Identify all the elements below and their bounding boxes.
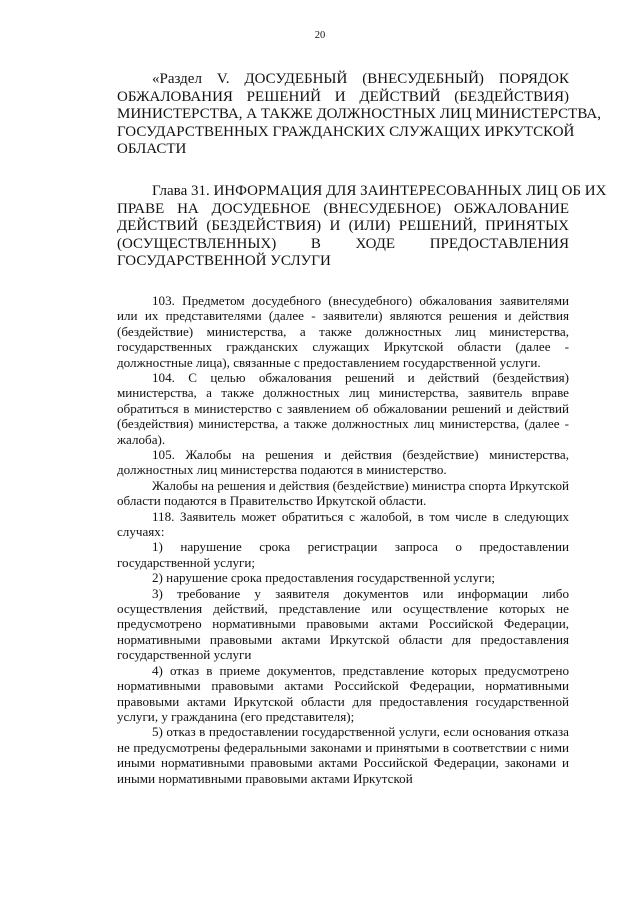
chapter-heading-line: ДЕЙСТВИЙ (БЕЗДЕЙСТВИЯ) И (ИЛИ) РЕШЕНИЙ, ПРИНЯТЫХ xyxy=(117,218,569,235)
paragraph-105: 105. Жалобы на решения и действия (бездействие) министерства, должностных лиц министерства подаются в министерство. xyxy=(117,447,569,478)
chapter-heading-line: ГОСУДАРСТВЕННОЙ УСЛУГИ xyxy=(117,253,331,270)
section-heading-line: ГОСУДАРСТВЕННЫХ ГРАЖДАНСКИХ СЛУЖАЩИХ ИРКУТСКОЙ xyxy=(117,123,575,140)
section-heading-line: ОБЛАСТИ xyxy=(117,141,187,158)
list-item-1: 1) нарушение срока регистрации запроса о предоставлении государственной услуги; xyxy=(117,539,569,570)
page-content xyxy=(117,66,607,786)
section-heading-line: ОБЖАЛОВАНИЯ РЕШЕНИЙ И ДЕЙСТВИЙ (БЕЗДЕЙСТВИЯ) xyxy=(117,88,569,105)
chapter-heading-line: (ОСУЩЕСТВЛЕННЫХ) В ХОДЕ ПРЕДОСТАВЛЕНИЯ xyxy=(117,235,569,252)
list-item-3: 3) требование у заявителя документов или информации либо осуществления действий, представление или осуществление которых не предусмотрено нормативными правовыми актами Российской Федерации, нормативными правовыми актами Иркутской области для предоставления государственной услуги xyxy=(117,585,569,663)
list-item-2: 2) нарушение срока предоставления государственной услуги; xyxy=(152,570,496,586)
section-heading-line: МИНИСТЕРСТВА, А ТАКЖЕ ДОЛЖНОСТНЫХ ЛИЦ МИНИСТЕРСТВА, xyxy=(117,106,601,123)
chapter-heading-line: ПРАВЕ НА ДОСУДЕБНОЕ (ВНЕСУДЕБНОЕ) ОБЖАЛОВАНИЕ xyxy=(117,200,569,217)
paragraph-105-complaints-minister: Жалобы на решения и действия (бездействие) министра спорта Иркутской области подаются в Правительство Иркутской области. xyxy=(117,477,569,509)
chapter-heading-line: Глава 31. ИНФОРМАЦИЯ ДЛЯ ЗАИНТЕРЕСОВАННЫХ ЛИЦ ОБ ИХ xyxy=(152,182,607,199)
list-item-4: 4) отказ в приеме документов, представление которых предусмотрено нормативными правовыми актами Российской Федерации, нормативными правовыми актами Иркутской области для предоставления государственной услуги, у гражданина (его представителя); xyxy=(117,662,569,724)
section-heading-line: «Раздел V. ДОСУДЕБНЫЙ (ВНЕСУДЕБНЫЙ) ПОРЯДОК xyxy=(152,71,569,87)
paragraph-118: 118. Заявитель может обратиться с жалобой, в том числе в следующих случаях: xyxy=(117,508,569,540)
list-item-5: 5) отказ в предоставлении государственной услуги, если основания отказа не предусмотрены федеральными законами и принятыми в соответствии с ними иными нормативными правовыми актами Российской Федерации, законами и иными нормативными правовыми актами Иркутской xyxy=(117,724,569,786)
paragraph-104: 104. С целью обжалования решений и действий (бездействия) министерства, а также должностных лиц министерства, заявитель вправе обратиться в министерство с заявлением об обжаловании решений и действий (бездействия) министерства, а также должностных лиц министерства, (далее - жалоба). xyxy=(117,369,569,447)
chapter-heading xyxy=(117,182,607,271)
section-heading xyxy=(117,71,601,159)
body-text xyxy=(117,293,569,786)
paragraph-103: 103. Предметом досудебного (внесудебного) обжалования заявителями или их представителями (далее - заявители) являются решения и действия (бездействие) министерства, а также должностных лиц министерства, государственных гражданских служащих Иркутской области (далее - должностные лица), связанные с предоставлением государственной услуги. xyxy=(117,292,569,370)
page-number: 20 xyxy=(314,30,326,41)
